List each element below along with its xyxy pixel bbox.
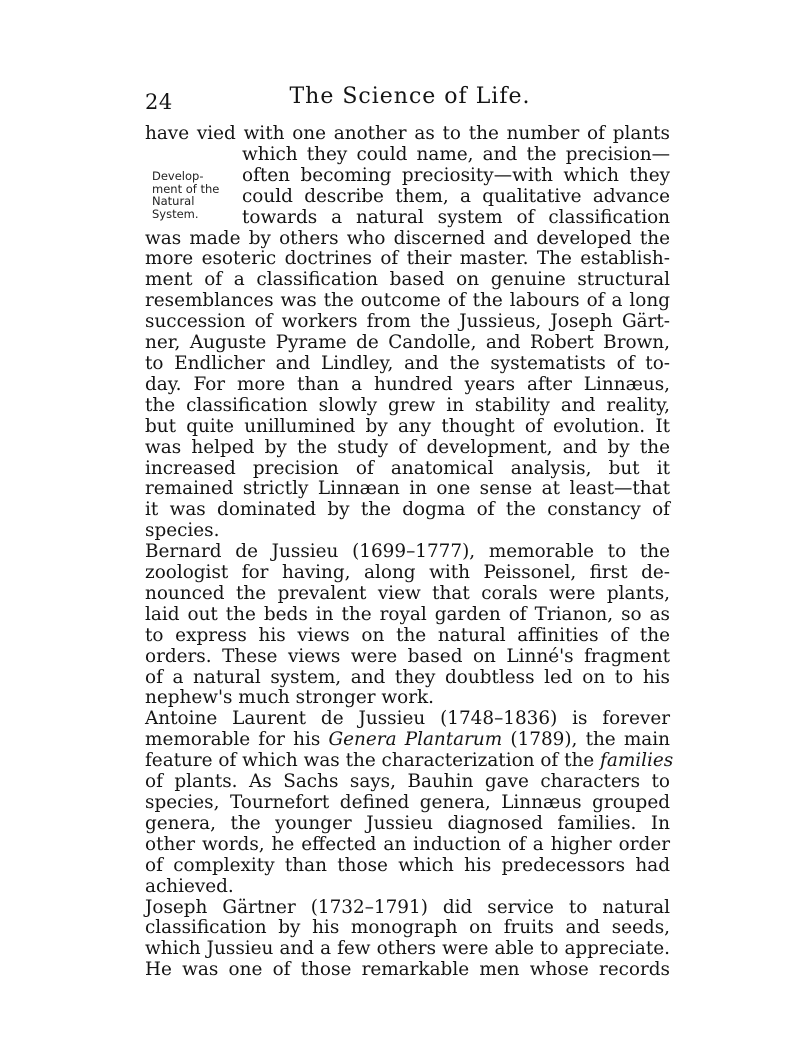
text-line: increased precision of anatomical analysis, but it xyxy=(145,457,670,479)
body-text xyxy=(145,123,674,981)
paragraph-bernard-de-jussieu xyxy=(145,542,670,709)
text-line: ner, Auguste Pyrame de Candolle, and Robert Brown, xyxy=(145,332,670,354)
text-line: species. xyxy=(145,520,220,542)
paragraph-natural-system xyxy=(145,124,670,542)
text-line: was helped by the study of development, and by the xyxy=(145,436,670,458)
page-number: 24 xyxy=(145,90,173,114)
text-line: Joseph Gärtner (1732–1791) did service to natural xyxy=(145,896,670,918)
text-line: resemblances was the outcome of the labours of a long xyxy=(145,290,670,312)
text-line: zoologist for having, along with Peissonel, first de- xyxy=(145,562,670,584)
text-line: day. For more than a hundred years after Linnæus, xyxy=(145,373,670,395)
text-line: achieved. xyxy=(145,875,234,897)
text-run: feature of which was the characterization of the xyxy=(145,750,601,772)
text-line: Antoine Laurent de Jussieu (1748–1836) is forever xyxy=(145,708,670,730)
text-line: He was one of those remarkable men whose records xyxy=(145,959,670,981)
page-title: The Science of Life. xyxy=(289,84,531,109)
text-line: it was dominated by the dogma of the constancy of xyxy=(145,499,670,521)
margin-note-line: Develop- xyxy=(152,169,204,183)
text-line: the classification slowly grew in stability and reality, xyxy=(145,394,670,416)
text-line: Bernard de Jussieu (1699–1777), memorable to the xyxy=(145,541,670,563)
text-line: nounced the prevalent view that corals were plants, xyxy=(145,582,670,604)
text-line: was made by others who discerned and developed the xyxy=(145,227,670,249)
text-line xyxy=(145,750,674,772)
text-line: classification by his monograph on fruits and seeds, xyxy=(145,917,670,939)
text-line: to express his views on the natural affinities of the xyxy=(145,624,670,646)
paragraph-antoine-laurent-de-jussieu xyxy=(145,708,674,897)
text-line: of complexity than those which his predecessors had xyxy=(145,854,670,876)
running-head xyxy=(145,82,675,112)
text-line: other words, he effected an induction of a higher order xyxy=(145,833,670,855)
text-line: to Endlicher and Lindley, and the systematists of to- xyxy=(145,352,670,374)
text-run: memorable for his xyxy=(145,729,329,751)
text-line: which they could name, and the precision— xyxy=(242,143,670,165)
book-title-genera-plantarum: Genera Plantarum xyxy=(328,729,503,751)
text-line: succession of workers from the Jussieus, Joseph Gärt- xyxy=(145,311,670,333)
text-line: which Jussieu and a few others were able to appreciate. xyxy=(145,938,670,960)
text-run: (1789), the main xyxy=(502,729,670,751)
margin-note-line: Natural xyxy=(152,194,195,208)
text-line: of plants. As Sachs says, Bauhin gave characters to xyxy=(145,771,670,793)
text-line: towards a natural system of classification xyxy=(242,206,670,228)
text-line: ment of a classification based on genuine structural xyxy=(145,269,670,291)
text-line: more esoteric doctrines of their master. The establish- xyxy=(145,248,670,270)
text-line: could describe them, a qualitative advance xyxy=(242,185,670,207)
text-line: genera, the younger Jussieu diagnosed families. In xyxy=(145,812,670,834)
paragraph-joseph-gartner xyxy=(145,898,670,982)
text-line: have vied with one another as to the number of plants xyxy=(145,123,670,144)
text-line: remained strictly Linnæan in one sense at least—that xyxy=(145,478,670,500)
text-line: laid out the beds in the royal garden of Trianon, so as xyxy=(145,603,670,625)
margin-note-line: System. xyxy=(152,206,199,221)
text-line xyxy=(145,730,670,751)
text-line: species, Tournefort defined genera, Linnæus grouped xyxy=(145,792,670,813)
text-line: orders. These views were based on Linné's fragment xyxy=(145,645,670,667)
margin-note-line: ment of the xyxy=(152,181,220,196)
text-line: of a natural system, and they doubtless led on to his xyxy=(145,666,670,688)
text-line: but quite unillumined by any thought of evolution. It xyxy=(145,415,670,437)
text-line: often becoming preciosity—with which they xyxy=(242,164,670,186)
emphasis-families: families xyxy=(600,750,674,772)
text-line: nephew's much stronger work. xyxy=(145,687,435,709)
